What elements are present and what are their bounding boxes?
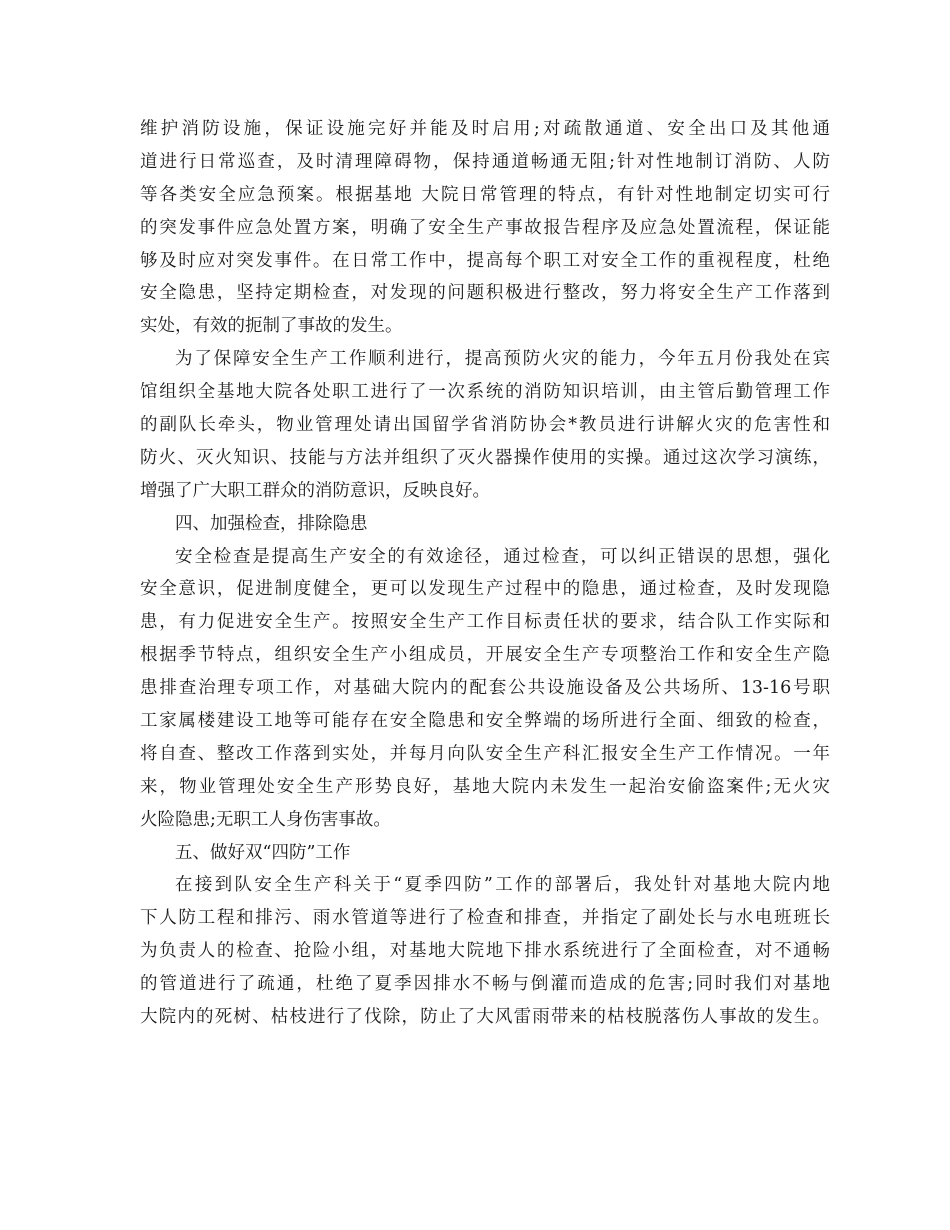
text-line: 的副队长牵头，物业管理处请出国留学省消防协会*教员进行讲解火灾的危害性和	[140, 415, 830, 436]
paragraph-start-line: 在接到队安全生产科关于“夏季四防”工作的部署后，我处针对基地大院内地	[175, 875, 830, 896]
text-line: 工家属楼建设工地等可能存在安全隐患和安全弊端的场所进行全面、细致的检查，	[140, 711, 830, 732]
text-line: 火险隐患;无职工人身伤害事故。	[140, 809, 391, 830]
text-line: 实处，有效的扼制了事故的发生。	[140, 316, 403, 337]
text-line: 患，有力促进安全生产。按照安全生产工作目标责任状的要求，结合队工作实际和	[140, 612, 830, 633]
text-line: 馆组织全基地大院各处职工进行了一次系统的消防知识培训，由主管后勤管理工作	[140, 382, 830, 403]
paragraph-start-line: 为了保障安全生产工作顺利进行，提高预防火灾的能力，今年五月份我处在宾	[175, 349, 830, 370]
text-line: 道进行日常巡查，及时清理障碍物，保持通道畅通无阻;针对性地制订消防、人防	[140, 151, 830, 172]
text-line: 等各类安全应急预案。根据基地 大院日常管理的特点，有针对性地制定切实可行	[140, 184, 830, 205]
text-line: 够及时应对突发事件。在日常工作中，提高每个职工对安全工作的重视程度，杜绝	[140, 250, 830, 271]
text-line: 安全意识，促进制度健全，更可以发现生产过程中的隐患，通过检查，及时发现隐	[140, 579, 830, 600]
text-line: 来，物业管理处安全生产形势良好，基地大院内未发生一起治安偷盗案件;无火灾	[140, 776, 830, 797]
text-line: 的管道进行了疏通，杜绝了夏季因排水不畅与倒灌而造成的危害;同时我们对基地	[140, 974, 830, 995]
text-line: 防火、灭火知识、技能与方法并组织了灭火器操作使用的实操。通过这次学习演练，	[140, 447, 830, 468]
paragraph-start-line: 安全检查是提高生产安全的有效途径，通过检查，可以纠正错误的思想，强化	[175, 546, 830, 567]
section-heading: 四、加强检查，排除隐患	[175, 513, 368, 534]
document-page	[140, 113, 830, 1034]
section-heading: 五、做好双“四防”工作	[175, 842, 351, 863]
text-line: 大院内的死树、枯枝进行了伐除，防止了大风雷雨带来的枯枝脱落伤人事故的发生。	[140, 1007, 830, 1028]
text-line: 增强了广大职工群众的消防意识，反映良好。	[140, 480, 490, 501]
text-line: 根据季节特点，组织安全生产小组成员，开展安全生产专项整治工作和安全生产隐	[140, 645, 830, 666]
text-line: 为负责人的检查、抢险小组，对基地大院地下排水系统进行了全面检查，对不通畅	[140, 941, 830, 962]
text-line: 将自查、整改工作落到实处，并每月向队安全生产科汇报安全生产工作情况。一年	[140, 743, 830, 764]
text-line: 下人防工程和排污、雨水管道等进行了检查和排查，并指定了副处长与水电班班长	[140, 908, 830, 929]
text-line: 安全隐患，坚持定期检查，对发现的问题积极进行整改，努力将安全生产工作落到	[140, 283, 830, 304]
text-line: 患排查治理专项工作，对基础大院内的配套公共设施设备及公共场所、13-16号职	[140, 678, 830, 699]
text-line: 的突发事件应急处置方案，明确了安全生产事故报告程序及应急处置流程，保证能	[140, 217, 830, 238]
text-line: 维护消防设施，保证设施完好并能及时启用;对疏散通道、安全出口及其他通	[140, 119, 830, 139]
